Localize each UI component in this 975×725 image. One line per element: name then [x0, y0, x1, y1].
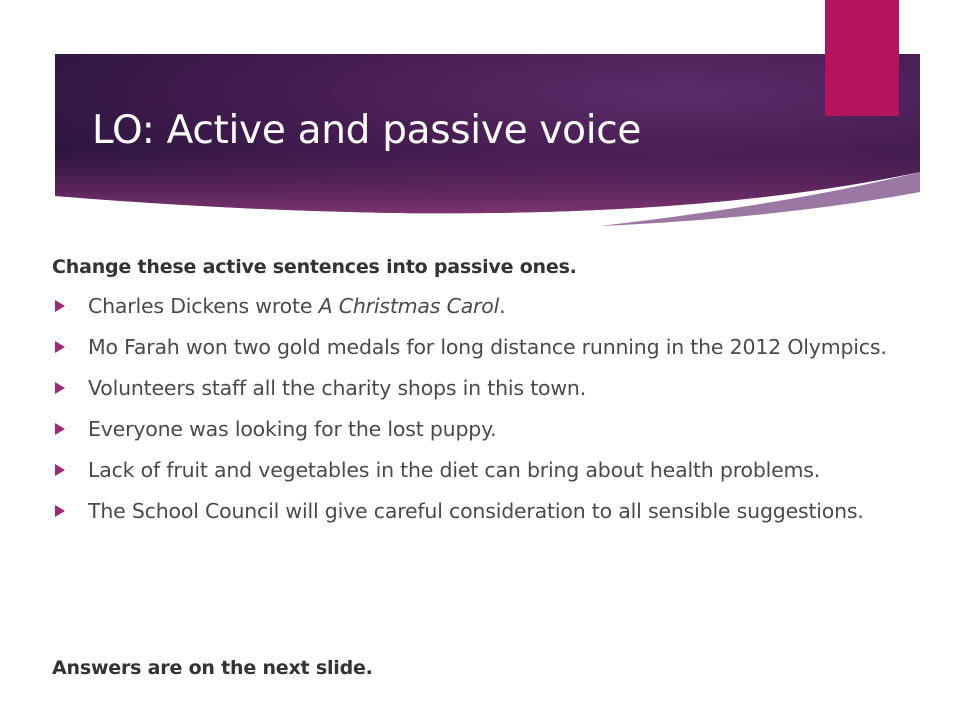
book-title: A Christmas Carol	[318, 294, 500, 318]
list-item	[52, 498, 957, 524]
instruction-text: Change these active sentences into passive ones.	[52, 256, 577, 278]
sentence-list	[52, 293, 957, 524]
sentence-text: Charles Dickens wrote	[88, 294, 319, 318]
sentence-text: Volunteers staff all the charity shops in this town.	[88, 376, 587, 400]
sentence-end: .	[499, 294, 506, 318]
sentence-text: The School Council will give careful consideration to all sensible suggestions.	[88, 499, 864, 523]
answers-note: Answers are on the next slide.	[52, 657, 373, 679]
accent-tab	[825, 0, 899, 116]
triangle-bullet-icon	[55, 464, 65, 476]
triangle-bullet-icon	[55, 341, 65, 353]
list-item	[52, 375, 957, 401]
list-item	[52, 457, 957, 483]
triangle-bullet-icon	[55, 382, 65, 394]
sentence-text: Everyone was looking for the lost puppy.	[88, 417, 497, 441]
sentence-text: Lack of fruit and vegetables in the diet can bring about health problems.	[88, 458, 821, 482]
sentence-text: Mo Farah won two gold medals for long distance running in the 2012 Olympics.	[88, 335, 887, 359]
list-item	[52, 334, 957, 360]
slide-title: LO: Active and passive voice	[92, 108, 642, 153]
triangle-bullet-icon	[55, 505, 65, 517]
list-item	[52, 293, 957, 319]
triangle-bullet-icon	[55, 300, 65, 312]
list-item	[52, 416, 957, 442]
slide-content	[52, 256, 957, 539]
triangle-bullet-icon	[55, 423, 65, 435]
